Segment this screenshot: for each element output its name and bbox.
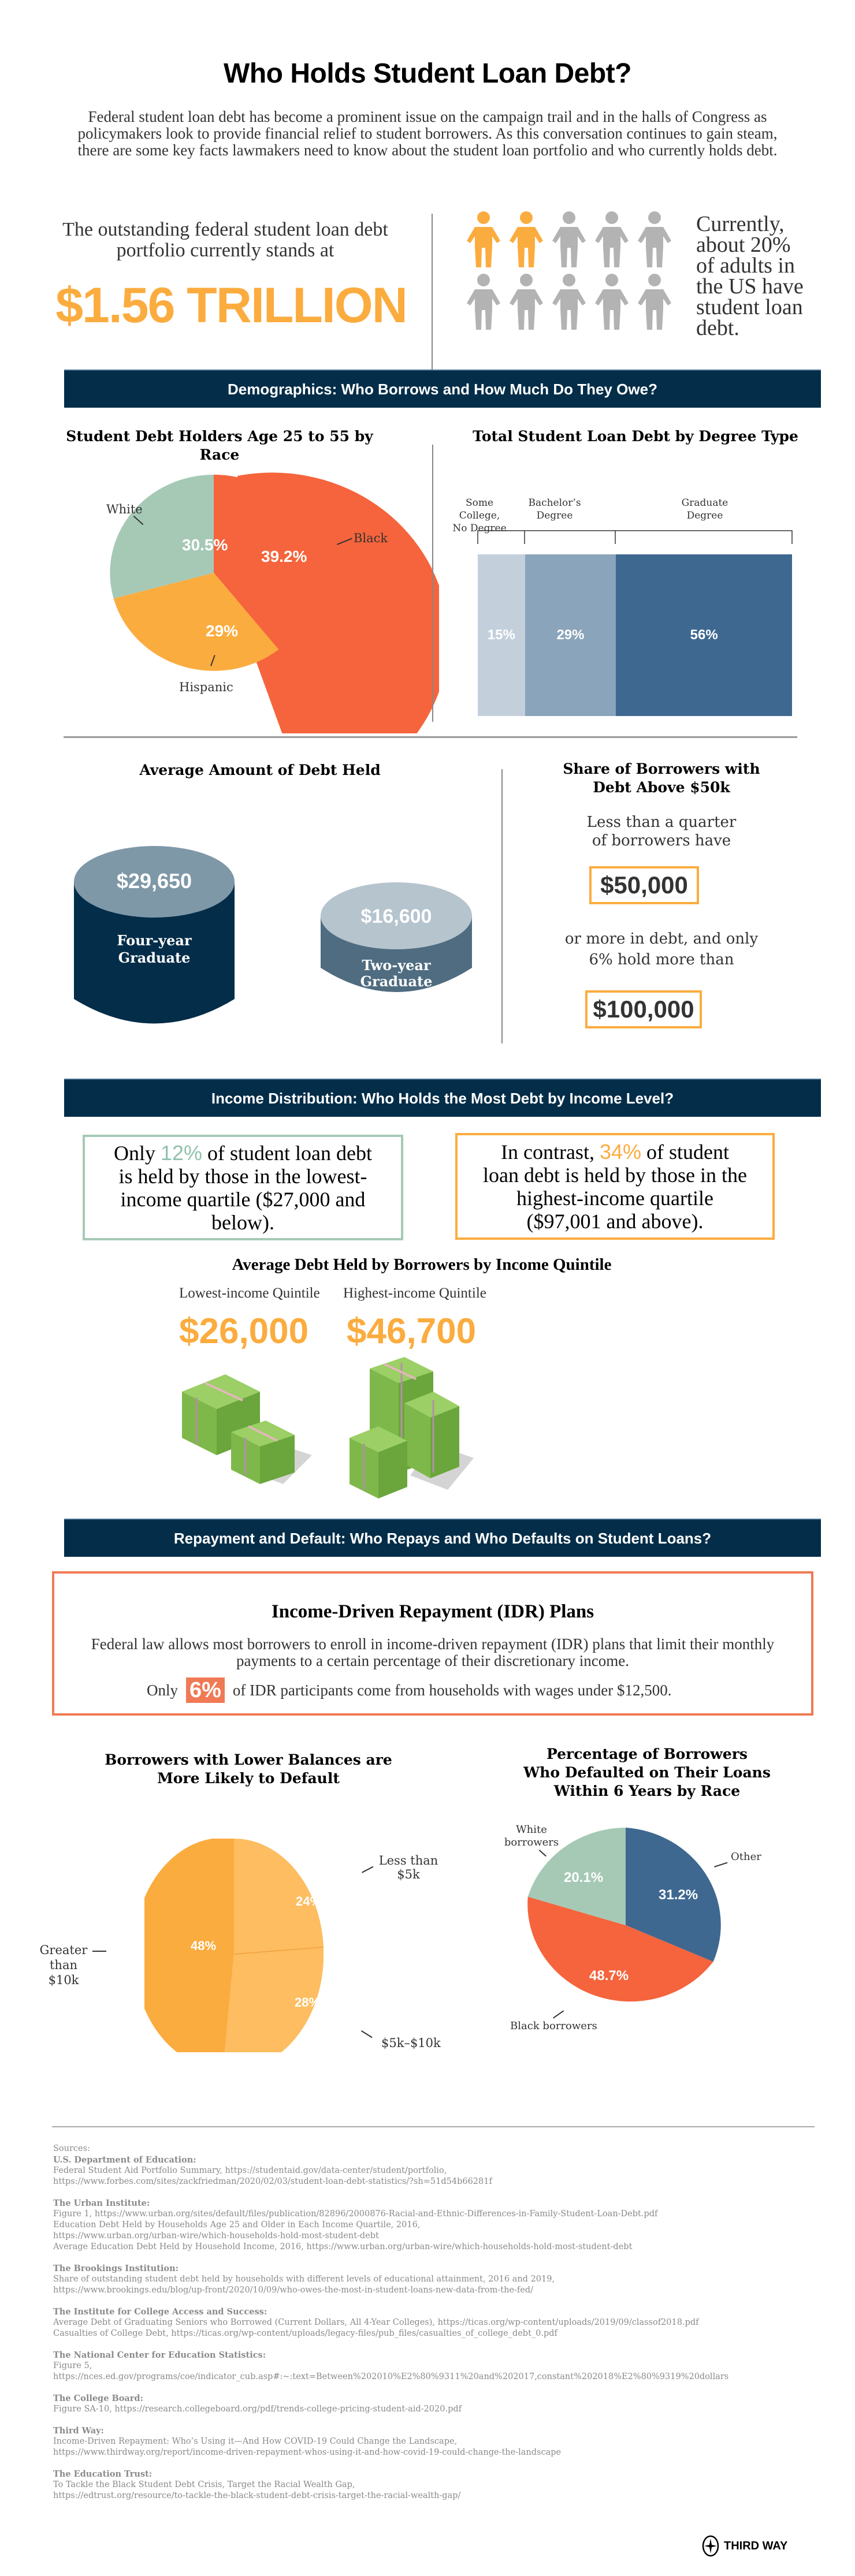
- source-org: The Institute for College Access and Success:: [53, 2307, 267, 2317]
- person-icon: [462, 273, 505, 331]
- source-org: The Urban Institute:: [53, 2198, 150, 2208]
- highest-quartile-pct: 34%: [599, 1139, 642, 1164]
- page-title: Who Holds Student Loan Debt?: [224, 58, 631, 89]
- portfolio-total: $1.56 TRILLION: [55, 278, 407, 333]
- source-line[interactable]: https://www.thirdway.org/report/income-driven-repayment-whos-using-it-and-how-covid-19-could-change-the-landscape: [53, 2448, 562, 2457]
- race-hispanic-label: Hispanic: [179, 680, 233, 694]
- sources-list: [53, 2154, 827, 2502]
- race-black-label: Black: [354, 531, 388, 545]
- compass-icon: [702, 2535, 719, 2557]
- degree-chart-title: Total Student Loan Debt by Degree Type: [473, 428, 798, 445]
- amount-100k-box: $100,000: [585, 990, 702, 1028]
- race-chart-title: Student Debt Holders Age 25 to 55 by Race: [66, 428, 373, 463]
- money-stack-large-icon: [347, 1357, 474, 1501]
- person-icon: [462, 211, 505, 269]
- degree-label-graduate: Graduate Degree: [681, 497, 728, 521]
- highest-quintile-value: $46,700: [347, 1311, 477, 1351]
- section-divider: [64, 736, 797, 738]
- income-quintile-title: Average Debt Held by Borrowers by Income Quintile: [232, 1255, 612, 1274]
- source-org: The National Center for Education Statistics:: [53, 2350, 266, 2360]
- balance-less-5k-label: Less than $5k: [378, 1854, 438, 1881]
- person-icon: [633, 273, 676, 331]
- person-icon: [548, 273, 590, 331]
- balance-greater-10k-label: Greater than $10k: [39, 1943, 88, 1987]
- person-icon: [505, 273, 548, 331]
- section-banner-repayment: Repayment and Default: Who Repays and Who Defaults on Student Loans?: [64, 1519, 821, 1557]
- source-entry: [53, 2263, 827, 2296]
- source-entry: [53, 2350, 827, 2383]
- sources-divider: [52, 2126, 815, 2127]
- degree-segment-bachelors: 29%: [525, 554, 616, 716]
- idr-title: Income-Driven Repayment (IDR) Plans: [271, 1601, 594, 1622]
- money-stack-small-icon: [179, 1369, 312, 1496]
- adults-with-debt-text: Currently, about 20% of adults in the US have student loan debt.: [696, 212, 804, 340]
- source-line[interactable]: https://edtrust.org/resource/to-tackle-the-black-student-debt-crisis-target-the-racial-wealth-gap/: [53, 2491, 461, 2500]
- balance-5k-10k-label: $5k–$10k: [381, 2036, 441, 2050]
- source-line[interactable]: Average Debt of Graduating Seniors who Borrowed (Current Dollars, All 4-Year Colleges), https://ticas.org/wp-content/uploads/2019/09/classof2018.pdf: [53, 2318, 699, 2327]
- average-debt-title: Average Amount of Debt Held: [139, 762, 381, 778]
- section-banner-income: Income Distribution: Who Holds the Most Debt by Income Level?: [64, 1079, 821, 1117]
- idr-pct-badge: 6%: [186, 1677, 225, 1703]
- default-white-label: White borrowers: [504, 1824, 559, 1848]
- balance-chart-title: Borrowers with Lower Balances are More Likely to Default: [105, 1751, 392, 1787]
- source-line[interactable]: Average Education Debt Held by Household Income, 2016, https://www.urban.org/urban-wire/which-households-hold-most-student-debt: [53, 2242, 633, 2251]
- default-black-label: Black borrowers: [510, 2020, 597, 2032]
- leader-line: [361, 2030, 372, 2038]
- two-year-value: $16,600: [360, 905, 432, 927]
- source-line[interactable]: https://www.forbes.com/sites/zackfriedman/2020/02/03/student-loan-debt-statistics/?sh=51d54b66281f: [53, 2177, 492, 2186]
- highest-quintile-label: Highest-income Quintile: [343, 1285, 486, 1301]
- source-line[interactable]: Casualties of College Debt, https://ticas.org/wp-content/uploads/legacy-files/pub_files/casualties_of_college_debt_0.pdf: [53, 2329, 557, 2338]
- default-other-label: Other: [731, 1851, 761, 1863]
- column-divider: [432, 445, 433, 722]
- race-white-value: 30.5%: [182, 536, 228, 554]
- balance-pie-svg: [144, 1839, 324, 2052]
- source-line[interactable]: Figure 1, https://www.urban.org/sites/default/files/publication/82896/2000876-Racial-and-Ethnic-Differences-in-Family-Student-Loan-Debt.pdf: [53, 2209, 658, 2219]
- default-other-value: 31.2%: [659, 1887, 698, 1903]
- person-icon: [590, 211, 633, 269]
- highest-quartile-callout: In contrast, 34% of student loan debt is held by those in the highest-income quartile ($97,001 and above).: [455, 1133, 775, 1240]
- leader-line: [92, 1951, 106, 1952]
- people-icon-grid: [462, 211, 676, 331]
- stat-divider: [432, 214, 433, 387]
- balance-greater-10k-value: 48%: [191, 1938, 217, 1953]
- degree-label-some-college: Some College, No Degree: [452, 497, 507, 534]
- source-org: Third Way:: [53, 2426, 104, 2436]
- degree-segment-graduate: 56%: [616, 554, 792, 716]
- source-line[interactable]: To Tackle the Black Student Debt Crisis, Target the Racial Wealth Gap,: [53, 2480, 355, 2489]
- degree-bracket: [477, 530, 793, 544]
- four-year-label: Four-year Graduate: [117, 932, 192, 966]
- default-white-value: 20.1%: [564, 1870, 604, 1885]
- person-icon: [505, 211, 548, 269]
- third-way-logo: [702, 2535, 787, 2557]
- race-hispanic-value: 29%: [206, 622, 239, 640]
- source-line[interactable]: Education Debt Held by Households Age 25 and Older in Each Income Quartile, 2016,: [53, 2220, 421, 2230]
- source-line[interactable]: Share of outstanding student debt held by households with different levels of educational attainment, 2016 and 2019,: [53, 2275, 555, 2284]
- source-line[interactable]: Figure SA-10, https://research.collegeboard.org/pdf/trends-college-pricing-student-aid-2020.pdf: [53, 2404, 462, 2414]
- source-line[interactable]: Federal Student Aid Portfolio Summary, https://studentaid.gov/data-center/student/portfolio,: [53, 2166, 447, 2175]
- source-entry: [53, 2393, 827, 2415]
- idr-body: Federal law allows most borrowers to enroll in income-driven repayment (IDR) plans that limit their monthly payments to a certain percentage of their discretionary income.: [91, 1635, 775, 1669]
- person-icon: [590, 273, 633, 331]
- section-banner-demographics: Demographics: Who Borrows and How Much Do They Owe?: [64, 370, 821, 408]
- source-line[interactable]: Income-Driven Repayment: Who’s Using it—And How COVID-19 Could Change the Landscape,: [53, 2437, 458, 2446]
- source-org: The Brookings Institution:: [53, 2264, 179, 2273]
- lowest-quintile-label: Lowest-income Quintile: [179, 1285, 320, 1301]
- intro-paragraph: Federal student loan debt has become a prominent issue on the campaign trail and in the halls of Congress as policymakers look to provide financial relief to student borrowers. As this conversation continues to gain steam, there are some key facts lawmakers need to know about the student loan portfolio and who currently holds debt.: [77, 108, 778, 159]
- lowest-quartile-pct: 12%: [160, 1140, 203, 1165]
- column-divider: [501, 769, 503, 1043]
- source-entry: [53, 2154, 827, 2187]
- source-entry: [53, 2469, 827, 2502]
- balance-5k-10k-value: 28%: [295, 1995, 321, 2010]
- pie-slice-greater-10k: [144, 1839, 234, 2052]
- source-line[interactable]: https://nces.ed.gov/programs/coe/indicator_cub.asp#:~:text=Between%202010%E2%80%9311%20and%202017,constant%202018%E2%80%9319%20dollars: [53, 2372, 729, 2381]
- share-text-1: Less than a quarter of borrowers have: [586, 814, 737, 849]
- lowest-quintile-value: $26,000: [179, 1311, 309, 1351]
- leader-line: [362, 1866, 373, 1873]
- source-org: U.S. Department of Education:: [53, 2155, 196, 2165]
- logo-text: THIRD WAY: [724, 2539, 788, 2552]
- two-year-label: Two-year Graduate: [360, 957, 433, 990]
- source-line[interactable]: Figure 5,: [53, 2361, 92, 2370]
- degree-segment-some-college: 15%: [478, 554, 525, 716]
- default-race-chart-title: Percentage of Borrowers Who Defaulted on Their Loans Within 6 Years by Race: [523, 1746, 771, 1799]
- amount-50k-box: $50,000: [589, 866, 699, 904]
- source-line[interactable]: https://www.brookings.edu/blog/up-front/2020/10/09/who-owes-the-most-in-student-loans-new-data-from-the-fed/: [53, 2286, 534, 2295]
- four-year-value: $29,650: [116, 869, 192, 893]
- person-icon: [633, 211, 676, 269]
- race-white-label: White: [106, 502, 143, 516]
- idr-callout-box: [52, 1571, 813, 1716]
- source-entry: [53, 2198, 827, 2253]
- share-above-50k-title: Share of Borrowers with Debt Above $50k: [563, 761, 760, 796]
- race-black-value: 39.2%: [261, 547, 307, 565]
- default-race-pie-svg: [523, 1828, 731, 2024]
- sources-heading: Sources:: [53, 2144, 90, 2153]
- source-entry: [53, 2425, 827, 2458]
- share-text-2: or more in debt, and only 6% hold more than: [564, 930, 759, 968]
- portfolio-description: The outstanding federal student loan debt portfolio currently stands at: [62, 219, 388, 261]
- source-entry: [53, 2306, 827, 2339]
- source-line[interactable]: https://www.urban.org/urban-wire/which-households-hold-most-student-debt: [53, 2231, 379, 2241]
- lowest-quartile-callout: Only 12% of student loan debt is held by those in the lowest-income quartile ($27,000 and below).: [83, 1135, 403, 1240]
- source-org: The College Board:: [53, 2394, 143, 2403]
- balance-less-5k-value: 24%: [296, 1894, 322, 1908]
- degree-stacked-bar: [478, 554, 792, 716]
- idr-stat-line: Only 6% of IDR participants come from households with wages under $12,500.: [147, 1678, 672, 1702]
- degree-label-bachelors: Bachelor’s Degree: [528, 497, 581, 521]
- person-icon: [548, 211, 590, 269]
- sources-section: [53, 2143, 827, 2512]
- source-org: The Education Trust:: [53, 2469, 153, 2479]
- default-black-value: 48.7%: [589, 1968, 629, 1984]
